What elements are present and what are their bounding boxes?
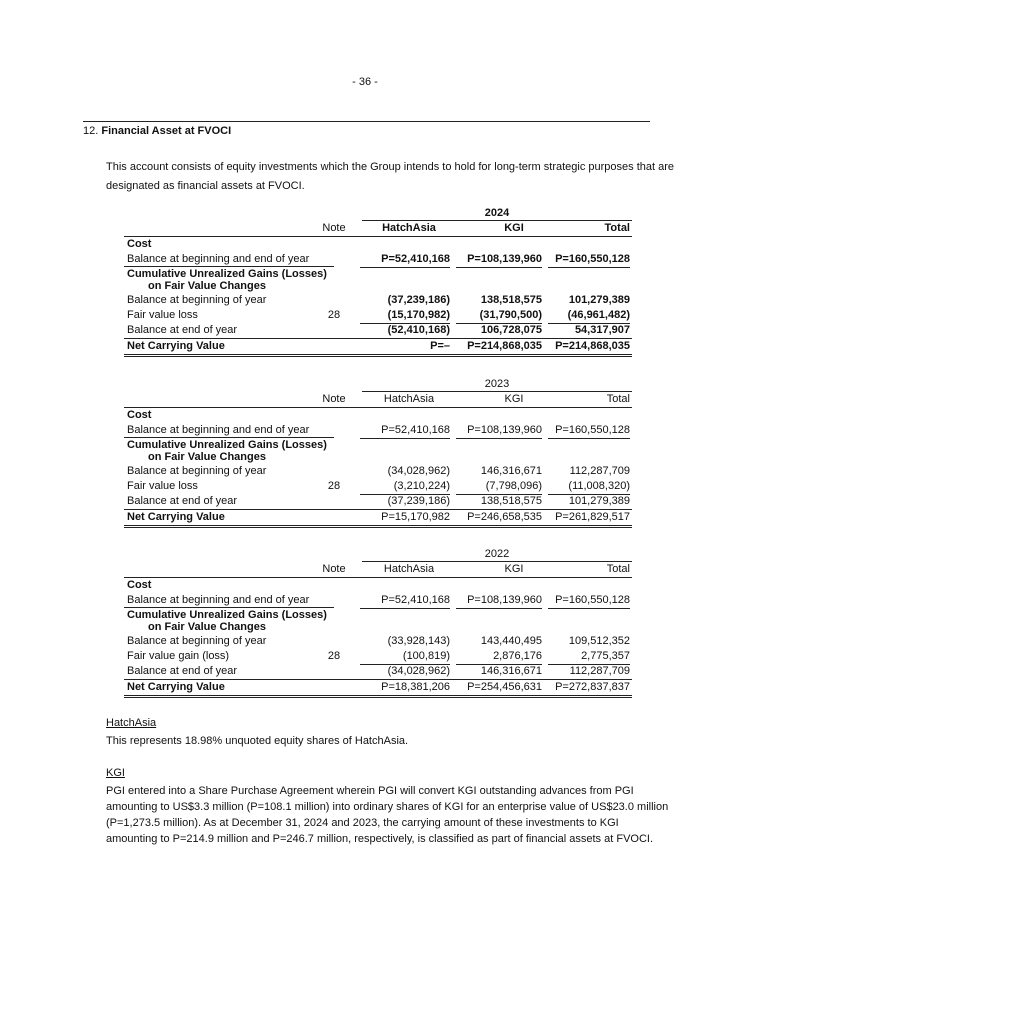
column-header-row	[124, 562, 632, 578]
note-header: Note	[322, 222, 346, 234]
intro-paragraph: This account consists of equity investments which the Group intends to hold for long-term strategic purposes that are designated as financial assets at FVOCI.	[106, 161, 675, 192]
cumulative-label-2: on Fair Value Changes	[148, 451, 266, 463]
year-header: 2024	[362, 206, 632, 221]
cell: P=52,410,168	[360, 423, 450, 439]
row-label: Balance at beginning of year	[127, 465, 267, 477]
section-title	[83, 125, 231, 137]
cell: P=15,170,982	[381, 511, 450, 523]
table-2023	[124, 377, 632, 528]
cell: (100,819)	[360, 649, 450, 665]
row-label: Balance at end of year	[127, 495, 238, 507]
fair-value-row	[124, 308, 632, 323]
year-header: 2022	[362, 547, 632, 562]
header-rule	[83, 121, 650, 122]
cell: 112,287,709	[548, 664, 630, 680]
cell: 109,512,352	[568, 635, 630, 647]
cumulative-heading-row	[124, 608, 632, 634]
cell: (31,790,500)	[456, 308, 542, 324]
cell: 2,876,176	[456, 649, 542, 665]
fair-value-row	[124, 479, 632, 494]
cell: 54,317,907	[548, 323, 630, 339]
row-label: Net Carrying Value	[127, 511, 225, 523]
kgi-paragraph: PGI entered into a Share Purchase Agreement wherein PGI will convert KGI outstanding advances from PGI amounting to US$3.3 million (P=108.1 million) into ordinary shares of KGI for an enterprise value of US$23.0 million (P=1,273.5 million). As at December 31, 2024 and 2023, the carrying amount of these investments to KGI amounting to P=214.9 million and P=246.7 million, respectively, is classified as part of financial assets at FVOCI.	[106, 785, 669, 845]
cumulative-heading-row	[124, 267, 632, 293]
cell: P=52,410,168	[360, 252, 450, 268]
col-kgi-header: KGI	[504, 563, 524, 575]
cumulative-label-2: on Fair Value Changes	[148, 280, 266, 292]
cell: P=108,139,960	[456, 593, 542, 609]
balance-beginning-row	[124, 464, 632, 479]
cost-row	[124, 593, 632, 608]
net-carrying-row	[124, 338, 632, 357]
year-header: 2023	[362, 377, 632, 392]
note-header: Note	[322, 393, 346, 405]
cell: 138,518,575	[480, 294, 542, 306]
cumulative-label-1: Cumulative Unrealized Gains (Losses)	[127, 268, 327, 280]
row-label: Fair value loss	[127, 480, 198, 492]
column-header-row	[124, 221, 632, 237]
col-hatchasia-header: HatchAsia	[383, 393, 435, 405]
cell: 143,440,495	[480, 635, 542, 647]
section-title-text: Financial Asset at FVOCI	[101, 125, 232, 137]
balance-beginning-row	[124, 634, 632, 649]
row-label: Fair value gain (loss)	[127, 650, 230, 662]
cost-label: Cost	[127, 409, 152, 421]
cell: P=160,550,128	[548, 423, 630, 439]
table-2022	[124, 547, 632, 698]
row-label: Balance at beginning and end of year	[127, 594, 310, 606]
cell: 106,728,075	[456, 323, 542, 339]
cell: P=–	[430, 340, 450, 352]
cell: (52,410,168)	[360, 323, 450, 339]
row-label: Fair value loss	[127, 309, 198, 321]
row-label: Balance at beginning and end of year	[127, 424, 310, 436]
kgi-heading: KGI	[106, 767, 125, 779]
cumulative-label-1: Cumulative Unrealized Gains (Losses)	[127, 439, 327, 451]
cost-heading-row	[124, 237, 632, 252]
cell: 138,518,575	[456, 494, 542, 510]
note-header: Note	[322, 563, 346, 575]
cell: 112,287,709	[569, 465, 630, 477]
cell: P=261,829,517	[555, 511, 630, 523]
cell: (37,239,186)	[360, 494, 450, 510]
col-total-header: Total	[606, 563, 630, 575]
note-ref: 28	[327, 309, 341, 321]
cell: 2,775,357	[548, 649, 630, 665]
cell: 101,279,389	[548, 494, 630, 510]
column-header-row	[124, 392, 632, 408]
row-label: Net Carrying Value	[127, 681, 225, 693]
cell: P=272,837,837	[555, 681, 630, 693]
cumulative-heading-row	[124, 438, 632, 464]
cell: P=214,868,035	[467, 340, 542, 352]
cell: P=108,139,960	[456, 423, 542, 439]
cell: (34,028,962)	[360, 664, 450, 680]
cost-label: Cost	[127, 579, 152, 591]
cumulative-label-2: on Fair Value Changes	[148, 621, 266, 633]
cell: P=108,139,960	[456, 252, 542, 268]
row-label: Balance at beginning of year	[127, 294, 267, 306]
balance-beginning-row	[124, 293, 632, 308]
cell: (3,210,224)	[360, 479, 450, 495]
cell: P=214,868,035	[555, 340, 630, 352]
cell: (37,239,186)	[387, 294, 450, 306]
cost-row	[124, 423, 632, 438]
cell: (7,798,096)	[456, 479, 542, 495]
cost-row	[124, 252, 632, 267]
cell: (34,028,962)	[387, 465, 450, 477]
balance-end-row	[124, 494, 632, 509]
cell: 101,279,389	[568, 294, 630, 306]
col-kgi-header: KGI	[504, 222, 524, 234]
fair-value-row	[124, 649, 632, 664]
row-label: Net Carrying Value	[127, 340, 225, 352]
cell: (11,008,320)	[548, 479, 630, 495]
col-total-header: Total	[606, 393, 630, 405]
cell: P=18,381,206	[381, 681, 450, 693]
col-total-header: Total	[604, 222, 630, 234]
balance-end-row	[124, 323, 632, 338]
cell: P=254,456,631	[467, 681, 542, 693]
cell: 146,316,671	[456, 664, 542, 680]
section-number: 12.	[83, 125, 99, 137]
row-label: Balance at beginning and end of year	[127, 253, 310, 265]
col-hatchasia-header: HatchAsia	[382, 222, 436, 234]
col-hatchasia-header: HatchAsia	[383, 563, 435, 575]
net-carrying-row	[124, 679, 632, 698]
row-label: Balance at beginning of year	[127, 635, 267, 647]
cell: (15,170,982)	[360, 308, 450, 324]
cost-heading-row	[124, 578, 632, 593]
balance-end-row	[124, 664, 632, 679]
cost-heading-row	[124, 408, 632, 423]
hatchasia-paragraph: This represents 18.98% unquoted equity shares of HatchAsia.	[106, 735, 409, 747]
row-label: Balance at end of year	[127, 665, 238, 677]
cumulative-label-1: Cumulative Unrealized Gains (Losses)	[127, 609, 327, 621]
cell: P=160,550,128	[548, 252, 630, 268]
net-carrying-row	[124, 509, 632, 528]
cell: P=160,550,128	[548, 593, 630, 609]
page-number: - 36 -	[352, 76, 378, 88]
cell: (33,928,143)	[387, 635, 450, 647]
note-ref: 28	[327, 480, 341, 492]
col-kgi-header: KGI	[504, 393, 524, 405]
cell: P=52,410,168	[360, 593, 450, 609]
table-2024	[124, 206, 632, 357]
note-ref: 28	[327, 650, 341, 662]
cell: 146,316,671	[480, 465, 542, 477]
cost-label: Cost	[127, 238, 152, 250]
cell: (46,961,482)	[548, 308, 630, 324]
hatchasia-heading: HatchAsia	[106, 717, 157, 729]
row-label: Balance at end of year	[127, 324, 238, 336]
cell: P=246,658,535	[467, 511, 542, 523]
